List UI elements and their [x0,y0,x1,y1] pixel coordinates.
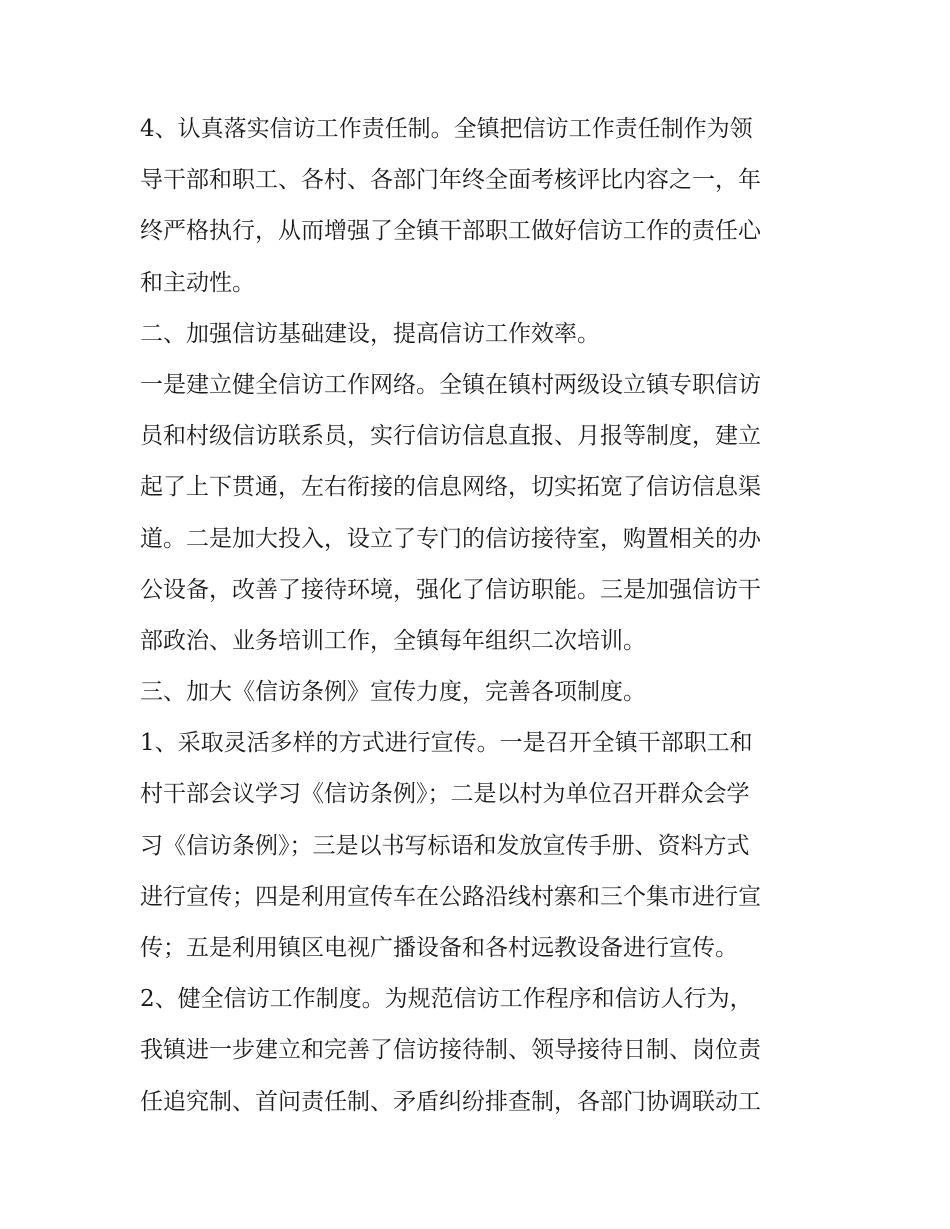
text-line: 起了上下贯通，左右衔接的信息网络，切实拓宽了信访信息渠 [140,474,761,501]
text-line: 终严格执行，从而增强了全镇干部职工做好信访工作的责任心 [140,218,761,245]
text-line: 习《信访条例》；三是以书写标语和发放宣传手册、资料方式 [140,832,750,859]
text-line: 任追究制、首问责任制、矛盾纠纷排查制，各部门协调联动工 [140,1088,761,1115]
text-line: 1、采取灵活多样的方式进行宣传。一是召开全镇干部职工和 [140,730,753,757]
text-line: 一是建立健全信访工作网络。全镇在镇村两级设立镇专职信访 [140,371,761,398]
text-line: 村干部会议学习《信访条例》；二是以村为单位召开群众会学 [140,781,750,808]
text-line: 2、健全信访工作制度。为规范信访工作程序和信访人行为， [140,986,753,1013]
section-heading: 二、加强信访基础建设，提高信访工作效率。 [140,320,600,347]
text-line: 道。二是加大投入，设立了专门的信访接待室，购置相关的办 [140,525,761,552]
text-line: 我镇进一步建立和完善了信访接待制、领导接待日制、岗位责 [140,1037,761,1064]
text-line: 和主动性。 [140,269,255,296]
section-heading: 三、加大《信访条例》宣传力度，完善各项制度。 [140,679,646,706]
text-line: 员和村级信访联系员，实行信访信息直报、月报等制度，建立 [140,423,761,450]
text-line: 导干部和职工、各村、各部门年终全面考核评比内容之一，年 [140,167,761,194]
text-line: 部政治、业务培训工作，全镇每年组织二次培训。 [140,627,646,654]
document-body [140,104,820,1128]
text-line: 传；五是利用镇区电视广播设备和各村远教设备进行宣传。 [140,935,738,961]
text-line: 公设备，改善了接待环境，强化了信访职能。三是加强信访干 [140,576,761,603]
text-line: 进行宣传；四是利用宣传车在公路沿线村寨和三个集市进行宣 [140,883,761,910]
text-line: 4、认真落实信访工作责任制。全镇把信访工作责任制作为领 [140,116,753,142]
